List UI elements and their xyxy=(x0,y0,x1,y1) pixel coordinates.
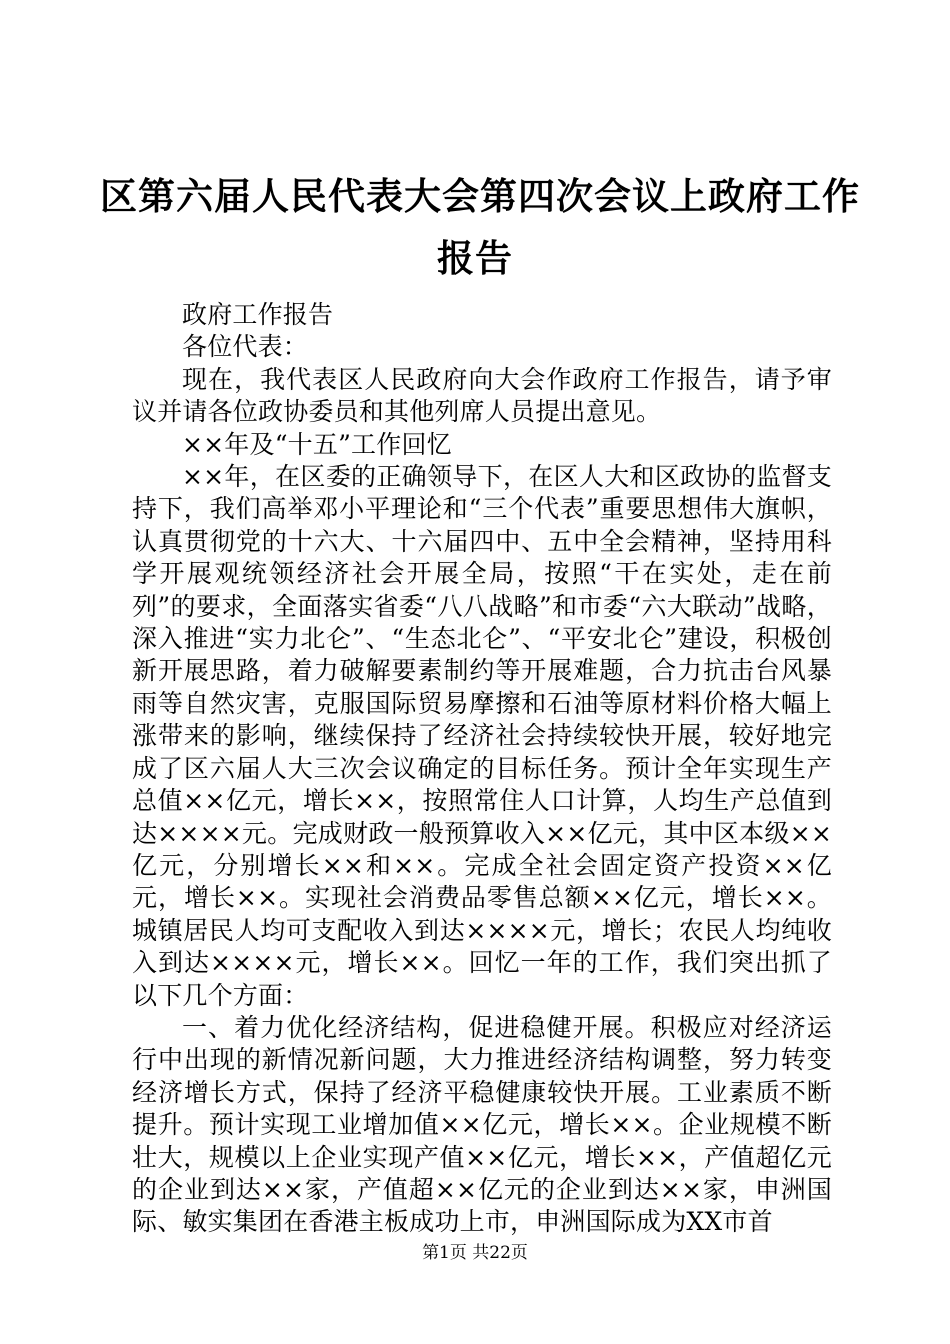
paragraph-heading: 政府工作报告 xyxy=(182,300,334,329)
document-title xyxy=(100,166,860,290)
paragraph-intro: 现在，我代表区人民政府向大会作政府工作报告，请予审议并请各位政协委员和其他列席人员提出意见。 xyxy=(132,364,832,427)
document-body xyxy=(132,299,832,1239)
paragraph-point-one: 一、着力优化经济结构，促进稳健开展。积极应对经济运行中出现的新情况新问题，大力推进经济结构调整，努力转变经济增长方式，保持了经济平稳健康较快开展。工业素质不断提升。预计实现工业增加值××亿元，增长××。企业规模不断壮大，规模以上企业实现产值××亿元，增长××，产值超亿元的企业到达××家，产值超××亿元的企业到达××家，申洲国际、敏实集团在香港主板成功上市，申洲国际成为XX市首 xyxy=(132,1012,832,1237)
paragraph-salutation: 各位代表： xyxy=(182,332,309,362)
paragraph-review: ××年，在区委的正确领导下，在区人大和区政协的监督支持下，我们高举邓小平理论和“三个代表”重要思想伟大旗帜，认真贯彻党的十六大、十六届四中、五中全会精神，坚持用科学开展观统领经济社会开展全局，按照“干在实处，走在前列”的要求，全面落实省委“八八战略”和市委“六大联动”战略，深入推进“实力北仑”、“生态北仑”、“平安北仑”建设，积极创新开展思路，着力破解要素制约等开展难题，合力抗击台风暴雨等自然灾害，克服国际贸易摩擦和石油等原材料价格大幅上涨带来的影响，继续保持了经济社会持续较快开展，较好地完成了区六届人大三次会议确定的目标任务。预计全年实现生产总值××亿元，增长××，按照常住人口计算，人均生产总值到达××××元。完成财政一般预算收入××亿元，其中区本级××亿元，分别增长××和××。完成全社会固定资产投资××亿元，增长××。实现社会消费品零售总额××亿元，增长××。城镇居民人均可支配收入到达××××元，增长；农民人均纯收入到达××××元，增长××。回忆一年的工作，我们突出抓了以下几个方面： xyxy=(132,462,832,1010)
title-line-1: 区第六届人民代表大会第四次会议上政府工作 xyxy=(100,175,860,218)
page-footer xyxy=(0,1242,950,1264)
paragraph-section-heading: ××年及“十五”工作回忆 xyxy=(182,429,452,459)
page-number: 第1页 共22页 xyxy=(422,1243,528,1263)
title-line-2: 报告 xyxy=(437,237,513,280)
